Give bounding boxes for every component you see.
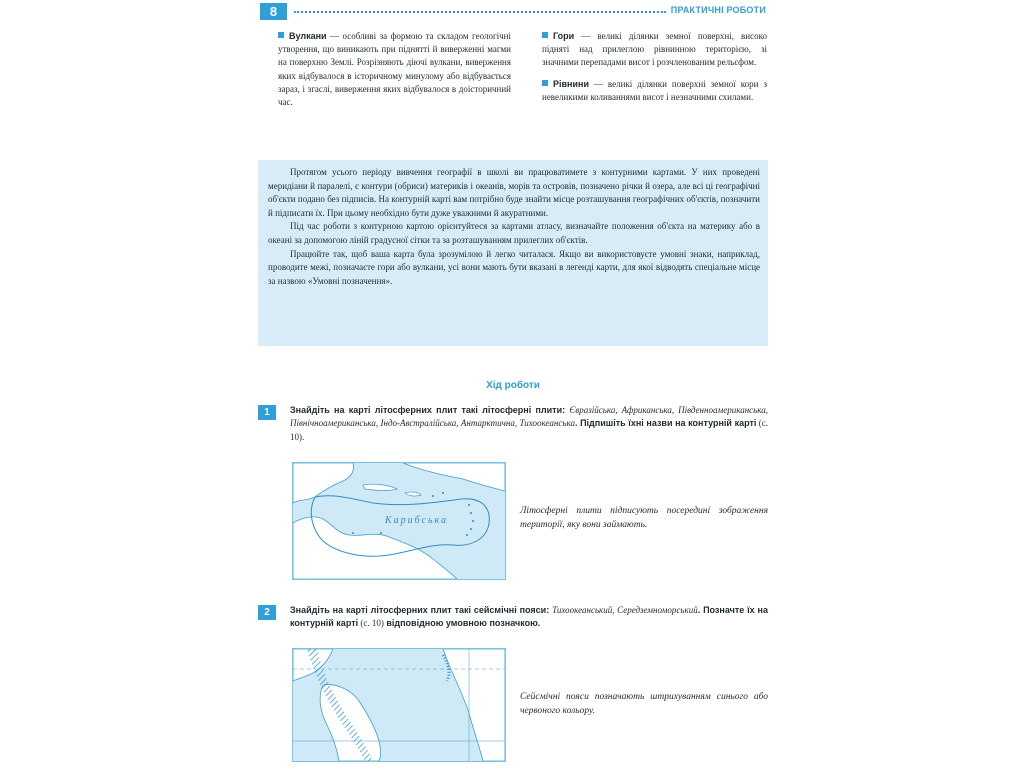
definitions-left-column <box>278 30 511 117</box>
task-2 <box>258 604 768 631</box>
definition-plains <box>542 78 767 104</box>
info-paragraph: Працюйте так, щоб ваша карта була зрозумілою й легко читалася. Якщо ви використовуєте умовні знаки, наприклад, проводите межі, позначаєте гори або вулкани, усі вони мають бути вказані в легенді карти, для якої відводять спеціальне місце за назвою «Умовні позначення». <box>268 248 760 286</box>
task-number: 1 <box>258 405 276 420</box>
definition-term: Рівнини <box>553 78 589 89</box>
task-page-ref: (с. 10). <box>290 418 769 442</box>
definition-volcanoes <box>278 30 511 109</box>
task-text <box>290 404 768 444</box>
square-bullet-icon <box>542 32 548 38</box>
task-number: 2 <box>258 605 276 620</box>
definition-text: — особливі за формою та складом геологічні утворення, що виникають при піднятті й виверженні магми на поверхню Землі. Розрізняють діючі вулкани, виверження яких відбувалося в історичному минулому або відбувається зараз, і згаслі, виверження яких відбувалося в доісторичний час. <box>278 31 511 108</box>
definition-mountains <box>542 30 767 70</box>
map-plate-label: Карибська <box>385 515 448 526</box>
definition-text: — великі ділянки земної поверхні, високо підняті над прилеглою рівнинною територією, зі значними перепадами висот і розчленованим рельєфом. <box>542 31 767 68</box>
map-illustration <box>293 649 505 761</box>
seismic-belts-map <box>292 648 506 762</box>
section-title: ПРАКТИЧНІ РОБОТИ <box>670 5 766 15</box>
task-text <box>290 604 768 631</box>
task-page-ref: (с. 10) <box>358 618 384 629</box>
page-header <box>258 3 768 21</box>
definition-term: Вулкани <box>289 31 327 41</box>
task-1-caption: Літосферні плити підписують посередині зображення території, яку вони займають. <box>520 506 768 530</box>
textbook-page <box>258 0 768 768</box>
task-belt-list: Тихоокеанський, Середземноморський <box>552 605 698 615</box>
task-instruction: Знайдіть на карті літосферних плит такі сейсмічні пояси: <box>290 605 553 615</box>
task-instruction-end: відповідною умовною позначкою. <box>383 618 541 629</box>
task-1 <box>258 404 768 444</box>
info-paragraph: Протягом усього періоду вивчення географії в школі ви працюватимете з контурними картами. У них проведені меридіани й паралелі, є контури (обриси) материків і океанів, морів та островів, позначено річки й озера, але всі ці географічні об'єкти подано без підписів. На контурній карті вам потрібно буде знайти місце розташування географічних об'єктів, позначити й підписати їх. При цьому необхідно бути дуже уважними й акуратними. <box>268 167 760 218</box>
task-instruction: Знайдіть на карті літосферних плит такі літосферні плити: <box>290 405 570 415</box>
procedure-title: Хід роботи <box>486 380 540 391</box>
info-box <box>258 160 768 346</box>
task-instruction-end: . Підпишіть їхні назви на контурній карті <box>574 418 757 429</box>
definition-term: Гори <box>553 31 575 41</box>
square-bullet-icon <box>542 80 548 86</box>
square-bullet-icon <box>278 32 284 38</box>
task-plate-list: Євразійська, Африканська, Південноамериканська, Північноамериканська, Індо-Австралійська, Антарктична, Тихоокеанська <box>290 405 768 429</box>
page-number: 8 <box>260 3 287 20</box>
definitions-right-column <box>542 30 767 112</box>
task-instruction-mid: . Позначте їх на контурній карті <box>290 605 768 629</box>
caribbean-plate-map <box>292 462 506 580</box>
definition-text: — великі ділянки поверхні земної кори з невеликими коливаннями висот і незначними схилами. <box>542 78 767 102</box>
map-illustration <box>293 463 505 579</box>
task-2-caption: Сейсмічні пояси позначають штрихуванням синього або червоного кольору. <box>520 692 768 716</box>
header-dotted-rule <box>294 11 666 13</box>
info-paragraph: Під час роботи з контурною картою орієнтуйтеся за картами атласу, визначайте положення об'єкта на материку або в океані за допомогою ліній градусної сітки та за розташуванням прилеглих об'єктів. <box>268 221 760 245</box>
